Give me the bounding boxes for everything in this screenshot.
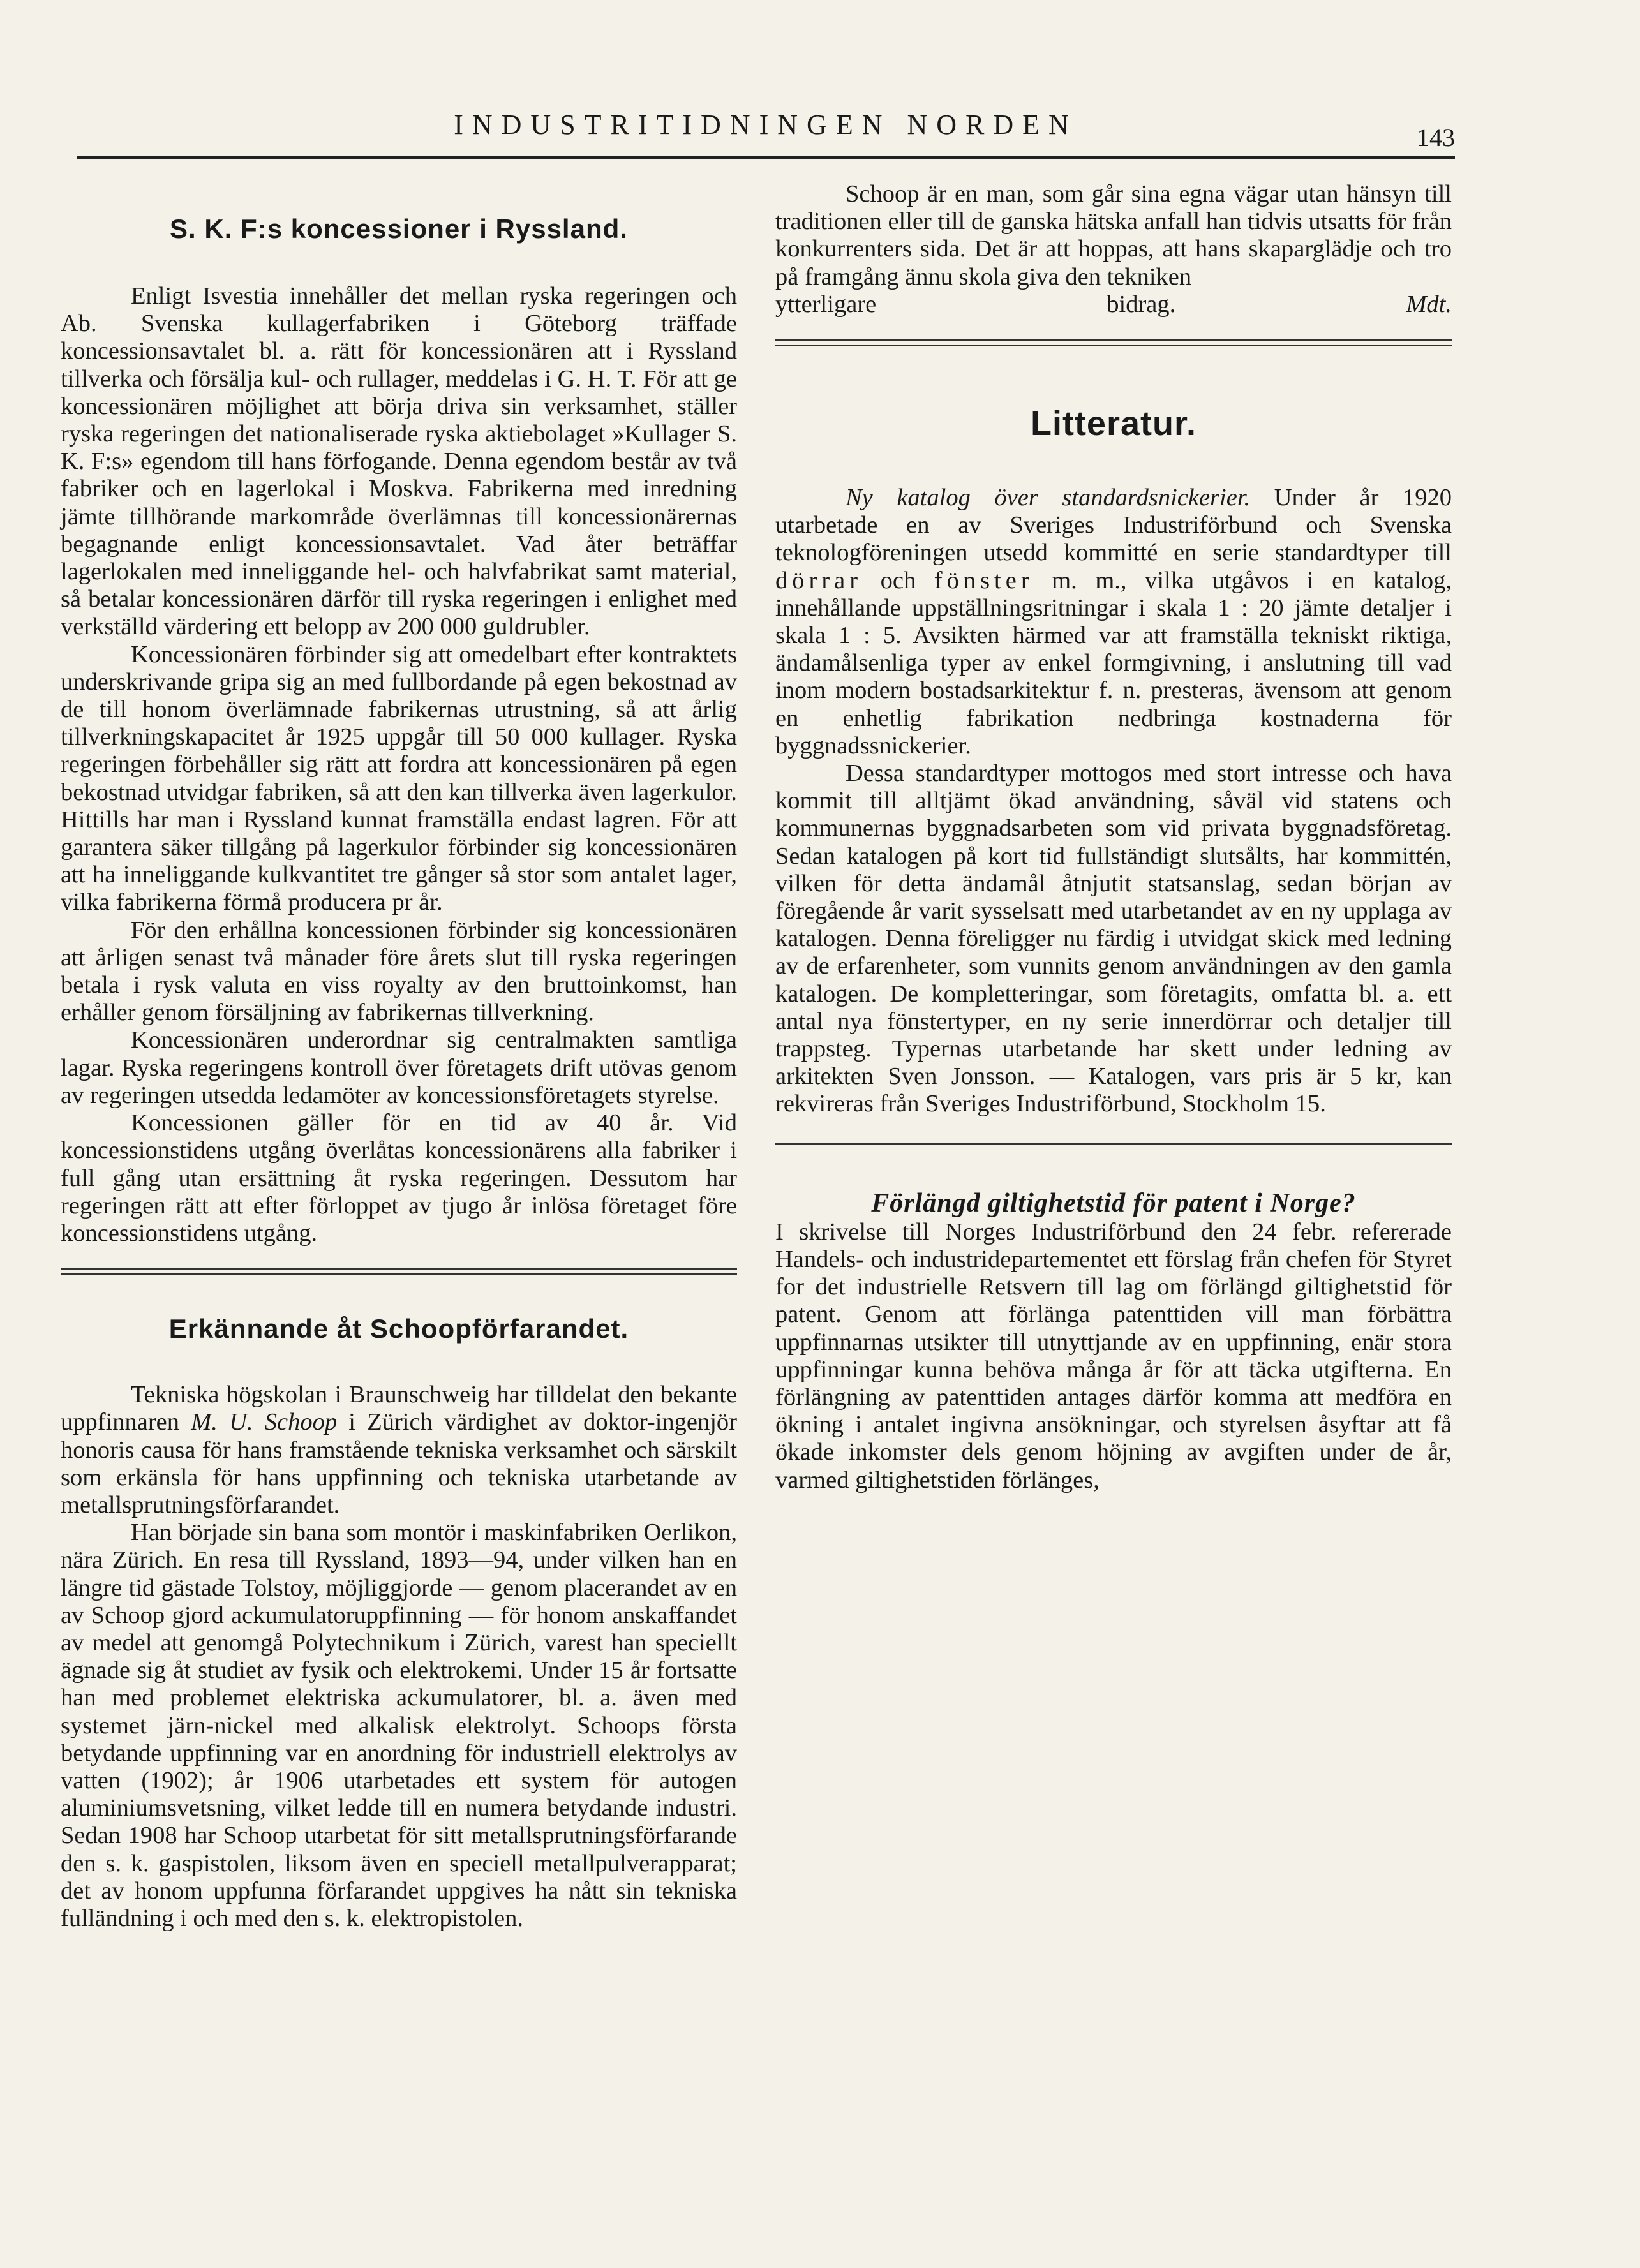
article-title-skf: S. K. F:s koncessioner i Ryssland. <box>170 214 628 244</box>
header-rule <box>77 156 1455 159</box>
article-title-patent: Förlängd giltighetstid för patent i Norge? <box>871 1188 1356 1218</box>
skf-paragraph-4: Koncessionären underordnar sig centralmakten samtliga lagar. Ryska regeringens kontroll över företagets drift utövas genom av regeringen utsedda ledamöter av koncessionsföretagets styrelse. <box>61 1027 737 1109</box>
schoop-paragraph-2: Han började sin bana som montör i maskinfabriken Oerlikon, nära Zürich. En resa till Ryssland, 1893—94, under vilken han en längre tid gästade Tolstoy, möjliggjorde — genom placerandet av en av Schoop gjord ackumulatoruppfinning — för honom anskaffandet av medel att genomgå Polytechnikum i Zürich, varest han speciellt ägnade sig åt studiet av fysik och elektrokemi. Under 15 år fortsatte han med problemet elektriska ackumulatorer, bl. a. även med systemet järn-nickel med alkalisk elektrolyt. Schoops första betydande uppfinning var en anordning för industriell elektrolys av vatten (1902); år 1906 utarbetades ett system för autogen aluminiumsvetsning, vilket ledde till en numera betydande industri. Sedan 1908 har Schoop utarbetat för sitt metallsprutningsförfarande den s. k. gaspistolen, liksom även en speciell metallpulverapparat; det av honom uppfunna förfarandet uppgives ha nått sin tekniska fulländning i och med den s. k. elektropistolen. <box>61 1519 737 1932</box>
litteratur-paragraph-1: Ny katalog över standardsnickerier. Under år 1920 utarbetade en av Sveriges Industriförbund och Svenska teknologföreningen utsedd kommitté en serie standardtyper till dörrar och fönster m. m., vilka utgåvos i en katalog, innehållande uppställningsritningar i skala 1 : 20 jämte detaljer i skala 1 : 5. Avsikten härmed var att framställa tekniskt riktiga, ändamålsenliga typer av enkel formgivning, i anslutning till vad inom modern bostadsarkitektur f. n. presteras, ävensom att genom en enhetlig fabrikation nedbringa kostnaderna för byggnadssnickerier. <box>775 484 1452 759</box>
schoop-paragraph-1: Tekniska högskolan i Braunschweig har tilldelat den bekante uppfinnaren M. U. Schoop i Zürich värdighet av doktor-ingenjör honoris causa för hans framstående tekniska verksamhet och särskilt som erkänsla för hans uppfinning och tekniska utarbetande av metallsprutningsförfarandet. <box>61 1381 738 1518</box>
skf-paragraph-1: Enligt Isvestia innehåller det mellan ryska regeringen och Ab. Svenska kullagerfabriken i Göteborg träffade koncessionsavtalet bl. a. rätt för koncessionären att i Ryssland tillverka och försälja kul- och rullager, meddelas i G. H. T. För att ge koncessionären möjlighet att börja driva sin verksamhet, ställer ryska regeringen det nationaliserade ryska aktiebolaget »Kullager S. K. F:s» egendom till hans förfogande. Denna egendom består av två fabriker och en lagerlokal i Moskva. Fabrikerna med inredning jämte tillhörande markområde överlämnas till koncessionärernas begagnande enligt koncessionsavtalet. Vad åter beträffar lagerlokalen med inneliggande hel- och halvfabrikat samt material, så betalar koncessionären därför till ryska regeringen i enlighet med verkställd värdering ett belopp av 200 000 guldrubler. <box>61 283 737 641</box>
article-title-schoop: Erkännande åt Schoopförfarandet. <box>168 1314 629 1344</box>
author-signature: Mdt. <box>1406 290 1452 318</box>
section-divider <box>775 339 1452 346</box>
section-divider <box>61 1268 737 1275</box>
litteratur-paragraph-2: Dessa standardtyper mottogos med stort intresse och hava kommit till alltjämt ökad användning, såväl vid statens och kommunernas byggnadsarbeten som vid privata byggnadsföretag. Sedan katalogen på kort tid fullständigt slutsålts, har kommittén, vilken för detta ändamål åtnjutit statsanslag, sedan början av föregående år varit sysselsatt med utarbetandet av en ny upplaga av katalogen. Denna föreligger nu färdig i utvidgat skick med ledning av de erfarenheter, som vunnits genom användningen av den gamla katalogen. De kompletteringar, som företagits, omfatta bl. a. ett antal nya fönstertyper, en ny serie innerdörrar och detaljer till trappsteg. Typernas utarbetande har skett under ledning av arkitekten Sven Jonsson. — Katalogen, vars pris är 5 kr, kan rekvireras från Sveriges Industriförbund, Stockholm 15. <box>775 760 1452 1118</box>
right-column <box>775 181 1452 1494</box>
running-head <box>77 108 1455 153</box>
left-column <box>61 172 738 1932</box>
skf-paragraph-3: För den erhållna koncessionen förbinder sig koncessionären att årligen senast två månader före årets slut till ryska regeringen betala i rysk valuta en viss royalty av den bruttoinkomst, han erhåller genom försäljning av fabrikernas tillverkning. <box>61 916 737 1027</box>
section-title-litteratur: Litteratur. <box>1030 404 1197 443</box>
schoop-paragraph-3: Schoop är en man, som går sina egna vägar utan hänsyn till traditionen eller till de ganska hätska anfall han tidvis utsatts för från konkurrenters sida. Det är att hoppas, att hans skaparglädje och tro på framgång ännu skola giva den tekniken <box>775 181 1452 290</box>
journal-name: INDUSTRITIDNINGEN NORDEN <box>454 109 1078 140</box>
catalog-title: Ny katalog över standardsnickerier. <box>846 484 1251 512</box>
page-number: 143 <box>1417 123 1455 152</box>
skf-paragraph-5: Koncessionen gäller för en tid av 40 år. Vid koncessionstidens utgång överlåtas koncessionärens alla fabriker i full gång utan ersättning åt ryska regeringen. Dessutom har regeringen rätt att efter förloppet av tjugo år inlösa företaget före koncessionstidens utgång. <box>61 1109 737 1247</box>
patent-paragraph-1: I skrivelse till Norges Industriförbund den 24 febr. refererade Handels- och industridepartementet ett förslag från chefen för Styret for det industrielle Retsvern till lag om förlängd giltighetstid för patent. Genom att förlänga patenttiden vill man förbättra uppfinnarnas utsikter till utnyttjande av en uppfinning, enär stora uppfinningar kunna behöva många år för att täcka utgifterna. En förlängning av patenttiden antages därför komma att medföra en ökning i antalet ingivna ansökningar, och styrelsen åsyftar att få ökade inkomster dels genom höjning av avgiften under de år, varmed giltighetstiden förlänges, <box>775 1218 1452 1493</box>
skf-paragraph-2: Koncessionären förbinder sig att omedelbart efter kontraktets underskrivande gripa sig an med fullbordande på egen bekostnad av de till honom överlämnade fabrikernas utrustning, så att årlig tillverkningskapacitet år 1925 uppgår till 50 000 kullager. Ryska regeringen förbehåller sig rätt att fordra att koncessionären på egen bekostnad utvidgar fabriken, så att den kan tillverka även lagerkulor. Hittills har man i Ryssland kunnat framställa endast lagren. För att garantera säker tillgång på lagerkulor förbinder sig koncessionären att ha inneliggande kulkvantitet tre gånger så stor som antalet lager, vilka fabrikerna förmå producera pr år. <box>61 641 737 916</box>
section-divider <box>775 1143 1452 1145</box>
schoop-name: M. U. Schoop <box>191 1409 338 1436</box>
signature-line: ytterligare bidrag. Mdt. <box>775 290 1452 318</box>
